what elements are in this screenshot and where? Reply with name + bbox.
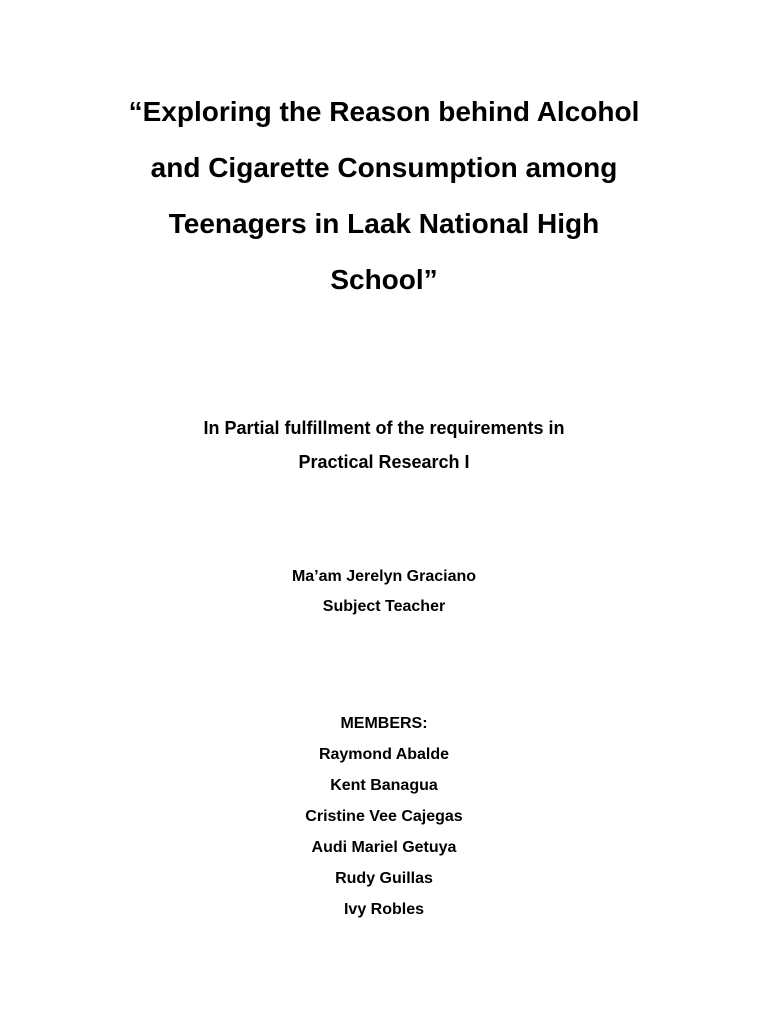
fulfillment-statement: [0, 411, 768, 479]
title-line-4: School”: [330, 264, 438, 295]
teacher-role: Subject Teacher: [322, 598, 446, 615]
member-name: Rudy Guillas: [335, 870, 433, 887]
member-name: Ivy Robles: [343, 901, 425, 918]
members-heading: MEMBERS:: [340, 715, 428, 732]
research-title: [0, 84, 768, 308]
teacher-name: Ma’am Jerelyn Graciano: [291, 568, 477, 585]
members-list: [0, 708, 768, 925]
member-name: Audi Mariel Getuya: [311, 839, 457, 856]
fulfillment-line-1: In Partial fulfillment of the requirements in: [203, 418, 565, 438]
member-name: Raymond Abalde: [318, 746, 450, 763]
title-line-1: “Exploring the Reason behind Alcohol: [128, 96, 640, 127]
title-line-3: Teenagers in Laak National High: [168, 208, 600, 239]
fulfillment-line-2: Practical Research I: [298, 452, 470, 472]
member-name: Cristine Vee Cajegas: [305, 808, 463, 825]
title-line-2: and Cigarette Consumption among: [150, 152, 618, 183]
member-name: Kent Banagua: [330, 777, 438, 794]
subject-teacher-block: [0, 562, 768, 622]
